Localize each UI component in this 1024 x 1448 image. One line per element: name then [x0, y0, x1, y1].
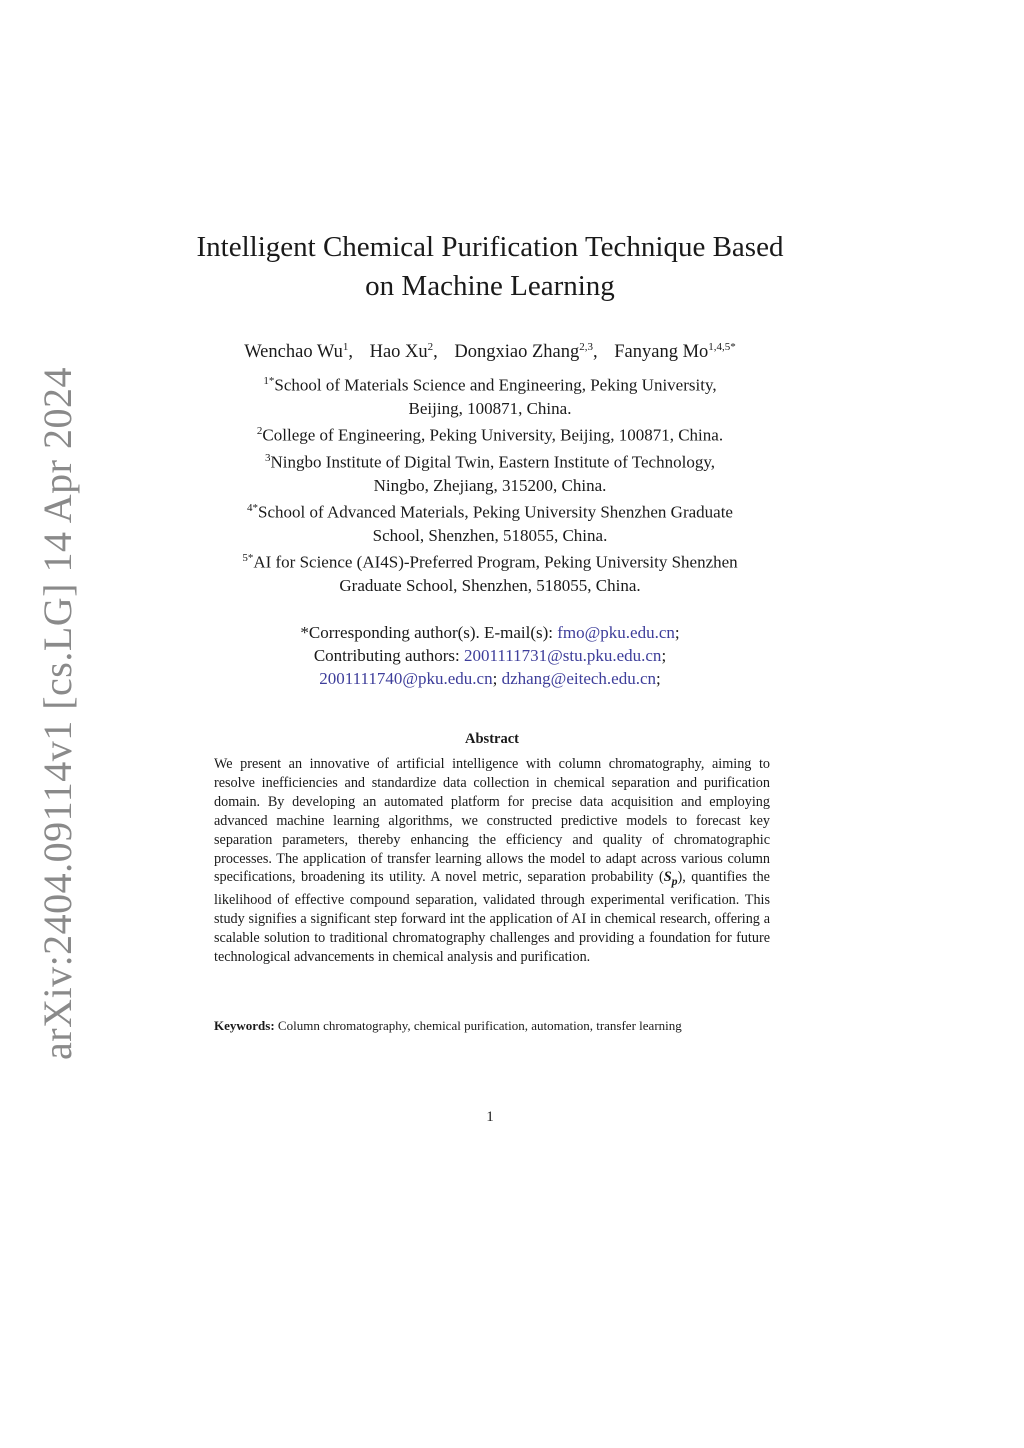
author-1: Wenchao Wu$^1$, [244, 341, 353, 363]
abstract-heading: Abstract [465, 731, 519, 747]
separator: ; [656, 669, 661, 689]
corresponding-email-link[interactable]: fmo@pku.edu.cn [557, 623, 675, 642]
affiliation-mark: 5* [242, 552, 254, 565]
title-line-1: Intelligent Chemical Purification Technique Based [196, 231, 784, 263]
contributor-email-link[interactable]: 2001111740@pku.edu.cn [319, 669, 493, 689]
contributor-email-link[interactable]: dzhang@eitech.edu.cn [501, 669, 657, 689]
affiliation-mark: 3 [265, 451, 271, 464]
affiliation-2 [150, 420, 830, 447]
author-affiliation-mark: 1 [342, 341, 349, 353]
author-3: Dongxiao Zhang$^{2,3}$, [454, 341, 598, 363]
corresponding-author-line [150, 621, 830, 644]
contributor-email-link[interactable]: 2001111731@stu.pku.edu.cn [463, 646, 662, 666]
separator: ; [492, 669, 498, 689]
arxiv-identifier-stamp: arXiv:2404.09114v1 [cs.LG] 14 Apr 2024 [35, 367, 80, 1060]
affiliation-text: Ningbo Institute of Digital Twin, Eastern Institute of Technology, [270, 452, 715, 472]
title-line-2: on Machine Learning [365, 270, 615, 302]
affiliation-text: School of Advanced Materials, Peking University Shenzhen Graduate [258, 502, 733, 522]
author-4 [614, 342, 736, 362]
keywords-text: Column chromatography, chemical purification, automation, transfer learning [277, 1018, 682, 1033]
author-name: Fanyang Mo [614, 342, 709, 363]
affiliation-text: Ningbo, Zhejiang, 315200, China. [373, 475, 607, 495]
affiliation-5 [150, 547, 830, 597]
affiliation-4 [150, 497, 830, 547]
affiliation-3 [150, 447, 830, 497]
keywords-label: Keywords: [214, 1018, 275, 1033]
contributing-authors-line [150, 644, 830, 667]
author-list [150, 335, 830, 364]
page-number: 1 [486, 1109, 494, 1125]
author-affiliation-mark: 2 [427, 341, 434, 353]
affiliation-text: School of Materials Science and Engineering, Peking University, [274, 375, 717, 395]
abstract-text-part: We present an innovative of artificial intelligence with column chromatography, aiming to resolve inefficiencies and standardize data collection in chemical separation and purification domain. By developing an automated platform for precise data acquisition and employing advanced machine learning algorithms, we constructed predictive models to forecast key separation parameters, thereby enhancing the efficiency and quality of chromatographic processes. The application of transfer learning allows the model to adapt across various column specifications, broadening its utility. A novel metric, separation probability ( [214, 756, 770, 886]
metric-symbol: S [663, 869, 672, 886]
affiliation-1 [150, 370, 830, 420]
author-name: Dongxiao Zhang [454, 342, 580, 363]
author-affiliation-mark: 2,3 [579, 341, 593, 353]
metric-subscript: p [671, 874, 678, 889]
abstract-text [214, 755, 770, 967]
separator: ; [674, 623, 680, 642]
affiliation-mark: 1* [263, 375, 275, 387]
affiliation-text: School, Shenzhen, 518055, China. [372, 525, 608, 545]
author-name: Hao Xu [369, 342, 428, 363]
affiliation-list [150, 370, 830, 597]
affiliation-mark: 2 [256, 425, 263, 438]
contributing-authors-line-2 [150, 667, 830, 690]
author-name: Wenchao Wu [244, 342, 343, 363]
corresponding-label: *Corresponding author(s). E-mail(s): [300, 623, 553, 642]
affiliation-text: College of Engineering, Peking University, Beijing, 100871, China. [262, 425, 724, 445]
keywords-block [214, 1017, 770, 1034]
paper-title [150, 228, 830, 306]
affiliation-text: Graduate School, Shenzhen, 518055, China. [339, 575, 641, 595]
affiliation-text: Beijing, 100871, China. [408, 398, 572, 418]
affiliation-text: AI for Science (AI4S)-Preferred Program, Peking University Shenzhen [253, 552, 738, 572]
correspondence-block [150, 621, 830, 691]
abstract-text-part: ), quantifies the likelihood of effective compound separation, validated through experimental verification. This study signifies a significant step forward int the application of AI in chemical research, offering a scalable solution to traditional chromatography challenges and providing a foundation for future technological advancements in chemical analysis and purification. [214, 869, 770, 965]
contributing-label: Contributing authors: [313, 646, 460, 666]
affiliation-mark: 4* [247, 501, 259, 514]
author-affiliation-mark: 1,4,5* [708, 341, 736, 353]
separator: ; [661, 646, 667, 666]
author-2: Hao Xu$^2$, [369, 341, 438, 363]
